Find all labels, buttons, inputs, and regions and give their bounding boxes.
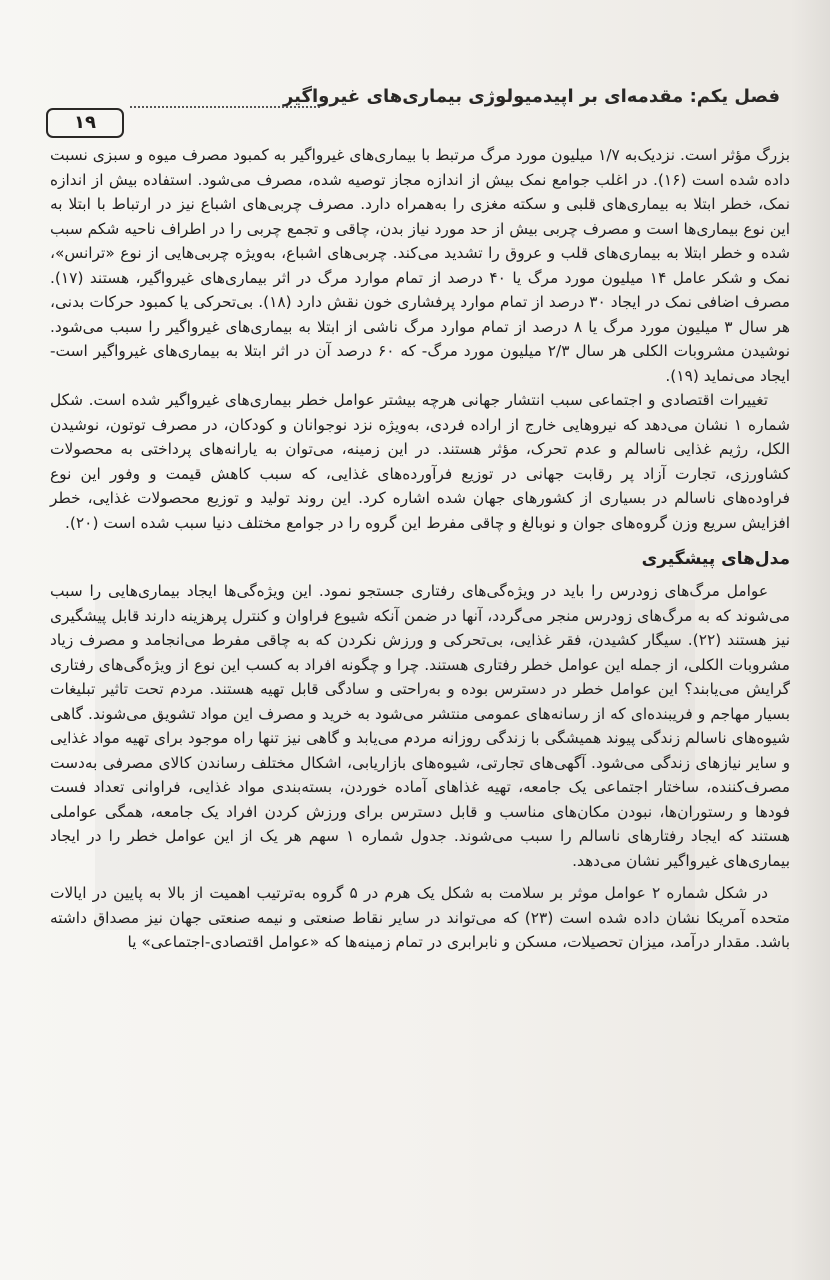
body-text: [50, 143, 790, 955]
paragraph-2: تغییرات اقتصادی و اجتماعی سبب انتشار جهانی هرچه بیشتر عوامل خطر بیماری‌های غیرواگیر شده است. شکل شماره ۱ نشان می‌دهد که نیروهایی خارج از اراده فردی، به‌ویژه نزد نوجوانان و کودکان، در مصرف توتون، نوشیدن الکل، رژیم غذایی ناسالم و عدم تحرک، مؤثر هستند. در این زمینه، می‌توان به یارانه‌های پرداختی به محصولات کشاورزی، تجارت آزاد پر رقابت جهانی در توزیع فرآورده‌های غذایی، که سبب کاهش قیمت و وفور این نوع فراوده‌های ناسالم در بسیاری از کشورهای جهان شده اشاره کرد. این روند تولید و توزیع محصولات غذایی، خطر افزایش سریع وزن گروه‌های جوان و نوبالغ و چاقی مفرط این گروه را در جوامع مختلف دنیا سبب شده است (۲۰).: [50, 391, 790, 532]
paragraph-3: عوامل مرگ‌های زودرس را باید در ویژه‌گی‌های رفتاری جستجو نمود. این ویژه‌گی‌ها ایجاد بیماری‌هایی را سبب می‌شوند که به مرگ‌های زودرس منجر می‌گردد، آنها در ضمن آنکه شیوع فراوان و کنترل پرهزینه دارند قابل پیشگیری نیز هستند (۲۲). سیگار کشیدن، فقر غذایی، بی‌تحرکی و ورزش نکردن که به چاقی مفرط می‌انجامد و مصرف زیاد مشروبات الکلی، از جمله این عوامل خطر رفتاری هستند. چرا و چگونه افراد به کسب این نوع از ویژه‌گی‌های رفتاری گرایش می‌یابند؟ این عوامل خطر در دسترس بوده و به‌راحتی و سادگی قابل تهیه هستند. مردم تحت تاثیر تبلیغات بسیار مهاجم و فریبنده‌ای که از رسانه‌های عمومی منتشر می‌شود به خرید و مصرف این مواد تشویق می‌شوند. گاهی شیوه‌های ناسالم زندگی پیوند همیشگی با زندگی روزانه مردم می‌یابد و گاهی نیز تنها راه موجود برای تهیه مواد غذایی و سایر نیازهای زندگی می‌شود. آگهی‌های تجارتی، شیوه‌های بازاریابی، اشکال مختلف رساندن کالای مصرفی به‌دست مصرف‌کننده، ساختار اجتماعی یک جامعه، تهیه غذاهای آماده خوردن، بسته‌بندی مواد غذایی، فراوانی تعداد فست فودها و رستوران‌ها، نبودن مکان‌های مناسب و قابل دسترس برای ورزش کردن افراد یک جامعه، همگی عواملی هستند که ایجاد رفتارهای ناسالم را سبب می‌شوند. جدول شماره ۱ سهم هر یک از این عوامل خطر را در ایجاد بیماری‌های غیرواگیر نشان می‌دهد.: [50, 582, 790, 870]
paragraph-gap: [50, 873, 790, 881]
page-number-box: ۱۹: [46, 108, 124, 138]
paragraph-4: در شکل شماره ۲ عوامل موثر بر سلامت به شکل یک هرم در ۵ گروه به‌ترتیب اهمیت از بالا به پایین در ایالات متحده آمریکا نشان داده شده است (۲۳) که می‌تواند در سایر نقاط صنعتی و نیمه صنعتی جهان نیز مصداق داشته باشد. مقدار درآمد، میزان تحصیلات، مسکن و نابرابری در تمام زمینه‌ها که «عوامل اقتصادی-اجتماعی» یا: [50, 884, 791, 951]
section-heading: مدل‌های پیشگیری: [641, 549, 790, 569]
paragraph-1: بزرگ مؤثر است. نزدیک‌به ۱/۷ میلیون مورد مرگ مرتبط با بیماری‌های غیرواگیر به کمبود مصرف میوه و سبزی نسبت داده شده است (۱۶). در اغلب جوامع نمک بیش از اندازه مجاز توصیه شده، مصرف می‌شود. استفاده بیش از اندازه نمک، خطر ابتلا به بیماری‌های قلبی و سکته مغزی را به‌همراه دارد. مصرف چربی‌های اشباع نیز در ارتباط با ابتلا به این نوع بیماری‌ها است و مصرف چربی بیش از حد مورد نیاز بدن، چاقی و تجمع چربی را در اطراف ناحیه شکم سبب شده و خطر ابتلا به بیماری‌های قلب و عروق را تشدید می‌کند. چربی‌های اشباع، به‌ویژه چربی‌هایی از نوع «ترانس»، نمک و شکر عامل ۱۴ میلیون مورد مرگ یا ۴۰ درصد از تمام موارد مرگ در اثر بیماری‌های غیرواگیر، هستند (۱۷). مصرف اضافی نمک در ایجاد ۳۰ درصد از تمام موارد پرفشاری خون نقش دارد (۱۸). بی‌تحرکی یا کمبود حرکات بدنی، هر سال ۳ میلیون مورد مرگ یا ۸ درصد از تمام موارد مرگ ناشی از ابتلا به بیماری‌های غیرواگیر را سبب می‌شود. نوشیدن مشروبات الکلی هر سال ۲/۳ میلیون مورد مرگ- که ۶۰ درصد آن در اثر ابتلا به بیماری‌های غیرواگیر است- ایجاد می‌نماید (۱۹).: [50, 146, 790, 385]
running-header: [40, 84, 780, 136]
header-dotted-leader: [130, 106, 320, 108]
chapter-title: فصل یکم: مقدمه‌ای بر اپیدمیولوژی بیماری‌های غیرواگیر: [282, 86, 780, 107]
page-edge-shadow: [790, 0, 830, 1280]
